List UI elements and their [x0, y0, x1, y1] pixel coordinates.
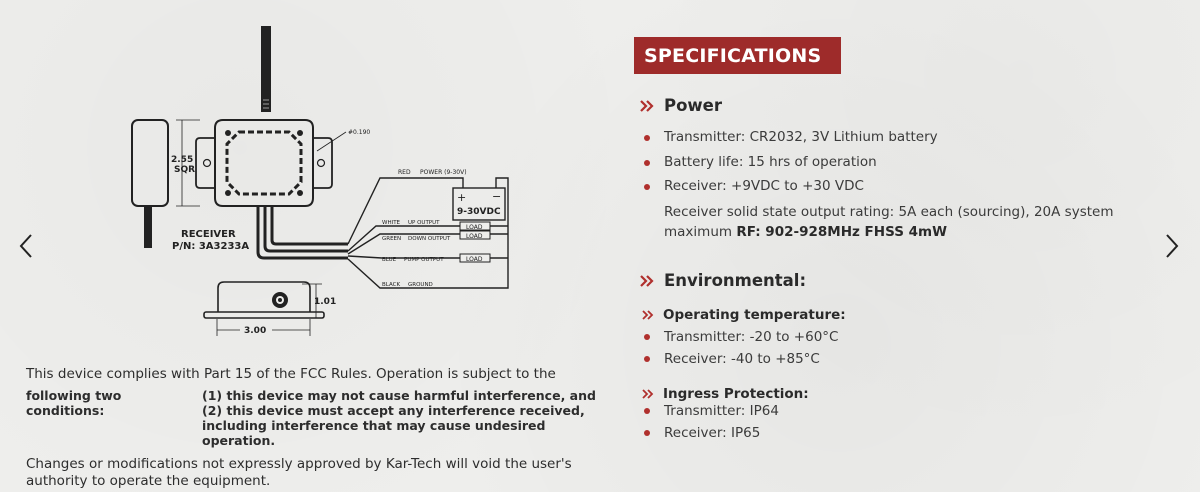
supply-plus-label: + [457, 191, 467, 204]
dim-width-label: 3.00 [244, 326, 267, 336]
double-chevron-icon [642, 310, 654, 320]
dimension-side [302, 284, 336, 318]
wire-up-label: UP OUTPUT [408, 220, 440, 226]
wire-green-label: GREEN [382, 236, 402, 242]
load-boxes [460, 222, 490, 263]
fcc-intro: This device complies with Part 15 of the FCC Rules. Operation is subject to the [26, 366, 556, 382]
temperature-list [643, 326, 838, 370]
dim-side-label: 1.01 [314, 297, 337, 307]
previous-slide-button[interactable] [14, 231, 38, 261]
wire-red-label: RED [398, 169, 411, 176]
power-heading-text: Power [664, 96, 722, 115]
output-rating-text [664, 202, 1144, 242]
operating-temp-heading [642, 307, 846, 323]
double-chevron-icon [642, 389, 654, 399]
wire-blue-label: BLUE [382, 257, 397, 263]
list-item: Receiver: +9VDC to +30 VDC [643, 174, 938, 199]
operating-temp-heading-text: Operating temperature: [663, 307, 846, 323]
environmental-heading-text: Environmental: [664, 271, 807, 290]
environmental-heading [640, 271, 806, 290]
double-chevron-icon [640, 275, 654, 287]
side-profile [132, 120, 168, 248]
chevron-right-icon [1164, 233, 1180, 259]
wire-black-label: BLACK [382, 282, 401, 288]
list-item: Transmitter: IP64 [643, 400, 779, 422]
list-item: Transmitter: -20 to +60°C [643, 326, 838, 348]
dimension-width [217, 319, 310, 336]
list-item: Battery life: 15 hrs of operation [643, 150, 938, 175]
receiver-housing [196, 120, 332, 206]
supply-minus-label: − [492, 190, 502, 203]
antenna [261, 26, 271, 112]
load-label-pump: LOAD [466, 256, 483, 263]
load-label-up: LOAD [466, 224, 483, 231]
wire-pump-label: PUMP OUTPUT [404, 257, 444, 263]
next-slide-button[interactable] [1160, 231, 1184, 261]
wire-power-label: POWER (9-30V) [420, 169, 467, 176]
power-supply [453, 188, 505, 220]
specifications-title: SPECIFICATIONS [634, 37, 841, 74]
fcc-conditions-label: following two conditions: [26, 388, 122, 418]
fcc-condition-2b: including interference that may cause undesired operation. [202, 418, 546, 448]
wire-ground-label: GROUND [408, 282, 433, 288]
double-chevron-icon [640, 100, 654, 112]
wire-white-label: WHITE [382, 220, 401, 226]
front-profile [204, 282, 324, 318]
rf-spec: RF: 902-928MHz FHSS 4mW [736, 224, 947, 240]
receiver-label: RECEIVER [181, 229, 236, 240]
fcc-changes: Changes or modifications not expressly approved by Kar-Tech will void the user's authority to operate the equipment. [26, 456, 572, 489]
dim-sqr-label: SQR [174, 165, 196, 175]
power-heading [640, 96, 722, 115]
receiver-wiring-diagram [120, 20, 530, 340]
ingress-list [643, 400, 779, 444]
dim-height-label: 2.55 [171, 155, 194, 165]
fcc-condition-1: (1) this device may not cause harmful interference, and [202, 388, 596, 403]
supply-voltage-label: 9-30VDC [457, 207, 501, 217]
chevron-left-icon [18, 233, 34, 259]
fcc-condition-2: (2) this device must accept any interference received, [202, 403, 585, 418]
ingress-heading-text: Ingress Protection: [663, 386, 809, 402]
list-item: Receiver: -40 to +85°C [643, 348, 838, 370]
wire-down-label: DOWN OUTPUT [408, 236, 451, 242]
list-item: Receiver: IP65 [643, 422, 779, 444]
power-list [643, 125, 938, 199]
fcc-conditions [26, 388, 606, 448]
list-item: Transmitter: CR2032, 3V Lithium battery [643, 125, 938, 150]
fcc-notice [26, 366, 606, 490]
wire-bundle [258, 206, 348, 258]
load-label-down: LOAD [466, 233, 483, 240]
antenna-hole-label: #0.190 [348, 129, 371, 136]
output-rating: Receiver solid state output rating: 5A each (sourcing), 20A system maximum [664, 204, 1114, 240]
part-number-label: P/N: 3A3233A [172, 241, 250, 252]
